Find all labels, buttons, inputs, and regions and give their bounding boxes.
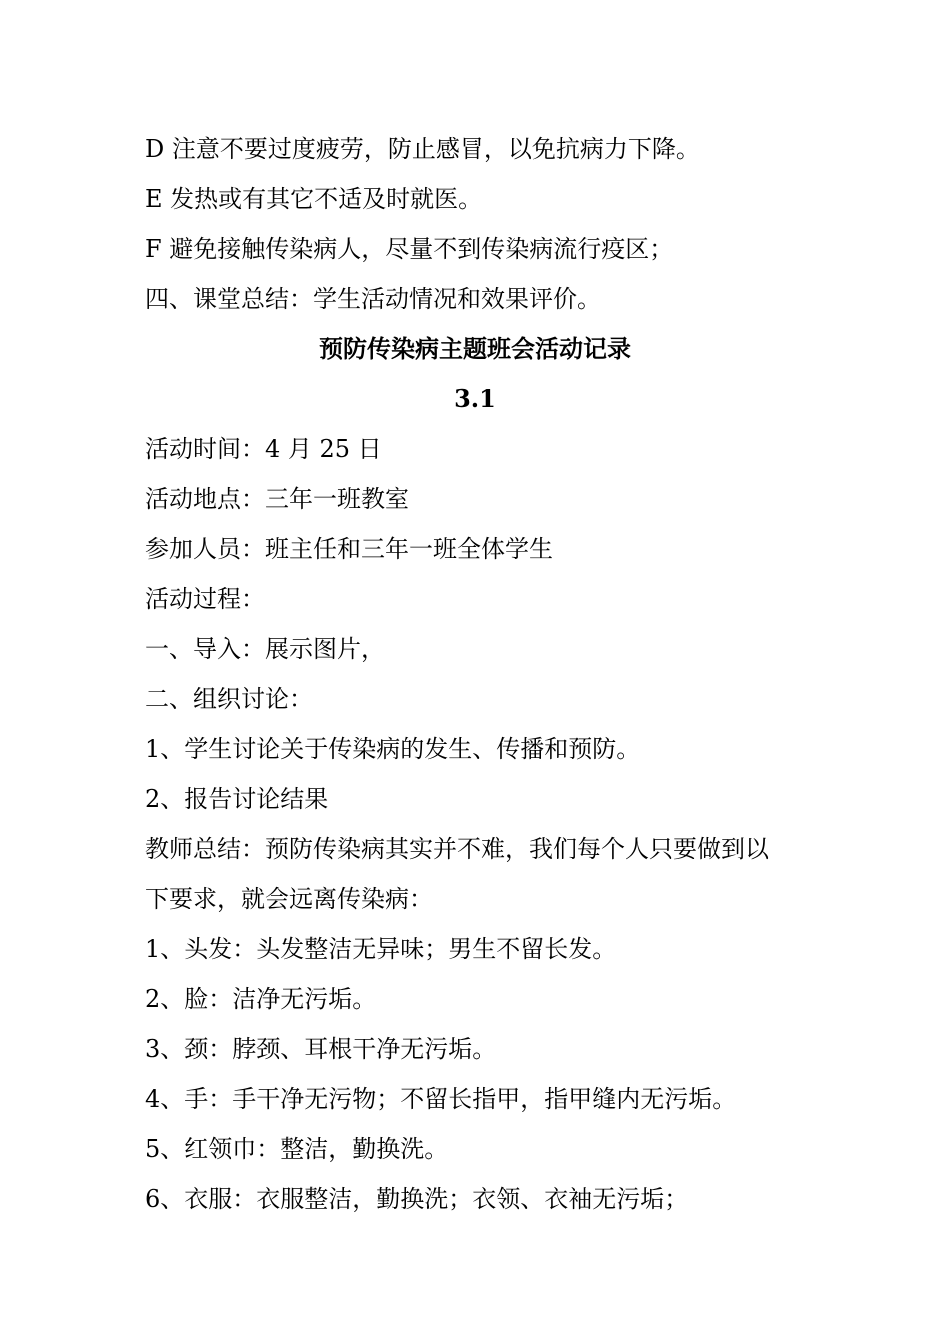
section-number: 3.1 bbox=[454, 384, 496, 413]
requirement-hair: 1、头发：头发整洁无异味；男生不留长发。 bbox=[145, 935, 617, 963]
requirement-hands: 4、手：手干净无污物；不留长指甲，指甲缝内无污垢。 bbox=[145, 1085, 737, 1113]
class-summary: 四、课堂总结：学生活动情况和效果评价。 bbox=[145, 285, 601, 313]
requirement-neck: 3、颈：脖颈、耳根干净无污垢。 bbox=[145, 1035, 497, 1063]
activity-process-heading: 活动过程： bbox=[145, 585, 265, 613]
step-introduction: 一、导入：展示图片， bbox=[145, 635, 385, 663]
item-f: F 避免接触传染病人，尽量不到传染病流行疫区； bbox=[145, 235, 674, 263]
item-e: E 发热或有其它不适及时就医。 bbox=[145, 185, 483, 213]
activity-time: 活动时间：4 月 25 日 bbox=[145, 435, 382, 463]
step-discussion: 二、组织讨论： bbox=[145, 685, 313, 713]
requirement-face: 2、脸：洁净无污垢。 bbox=[145, 985, 377, 1013]
discussion-item-1: 1、学生讨论关于传染病的发生、传播和预防。 bbox=[145, 735, 641, 763]
participants: 参加人员：班主任和三年一班全体学生 bbox=[145, 535, 553, 563]
item-d: D 注意不要过度疲劳，防止感冒，以免抗病力下降。 bbox=[145, 135, 700, 163]
activity-location: 活动地点：三年一班教室 bbox=[145, 485, 409, 513]
document-title: 预防传染病主题班会活动记录 bbox=[319, 334, 631, 363]
teacher-summary-line-2: 下要求，就会远离传染病： bbox=[145, 885, 433, 913]
discussion-item-2: 2、报告讨论结果 bbox=[145, 785, 329, 813]
requirement-clothes: 6、衣服：衣服整洁，勤换洗；衣领、衣袖无污垢； bbox=[145, 1185, 689, 1213]
requirement-scarf: 5、红领巾：整洁，勤换洗。 bbox=[145, 1135, 449, 1163]
teacher-summary-line-1: 教师总结：预防传染病其实并不难，我们每个人只要做到以 bbox=[145, 835, 769, 863]
